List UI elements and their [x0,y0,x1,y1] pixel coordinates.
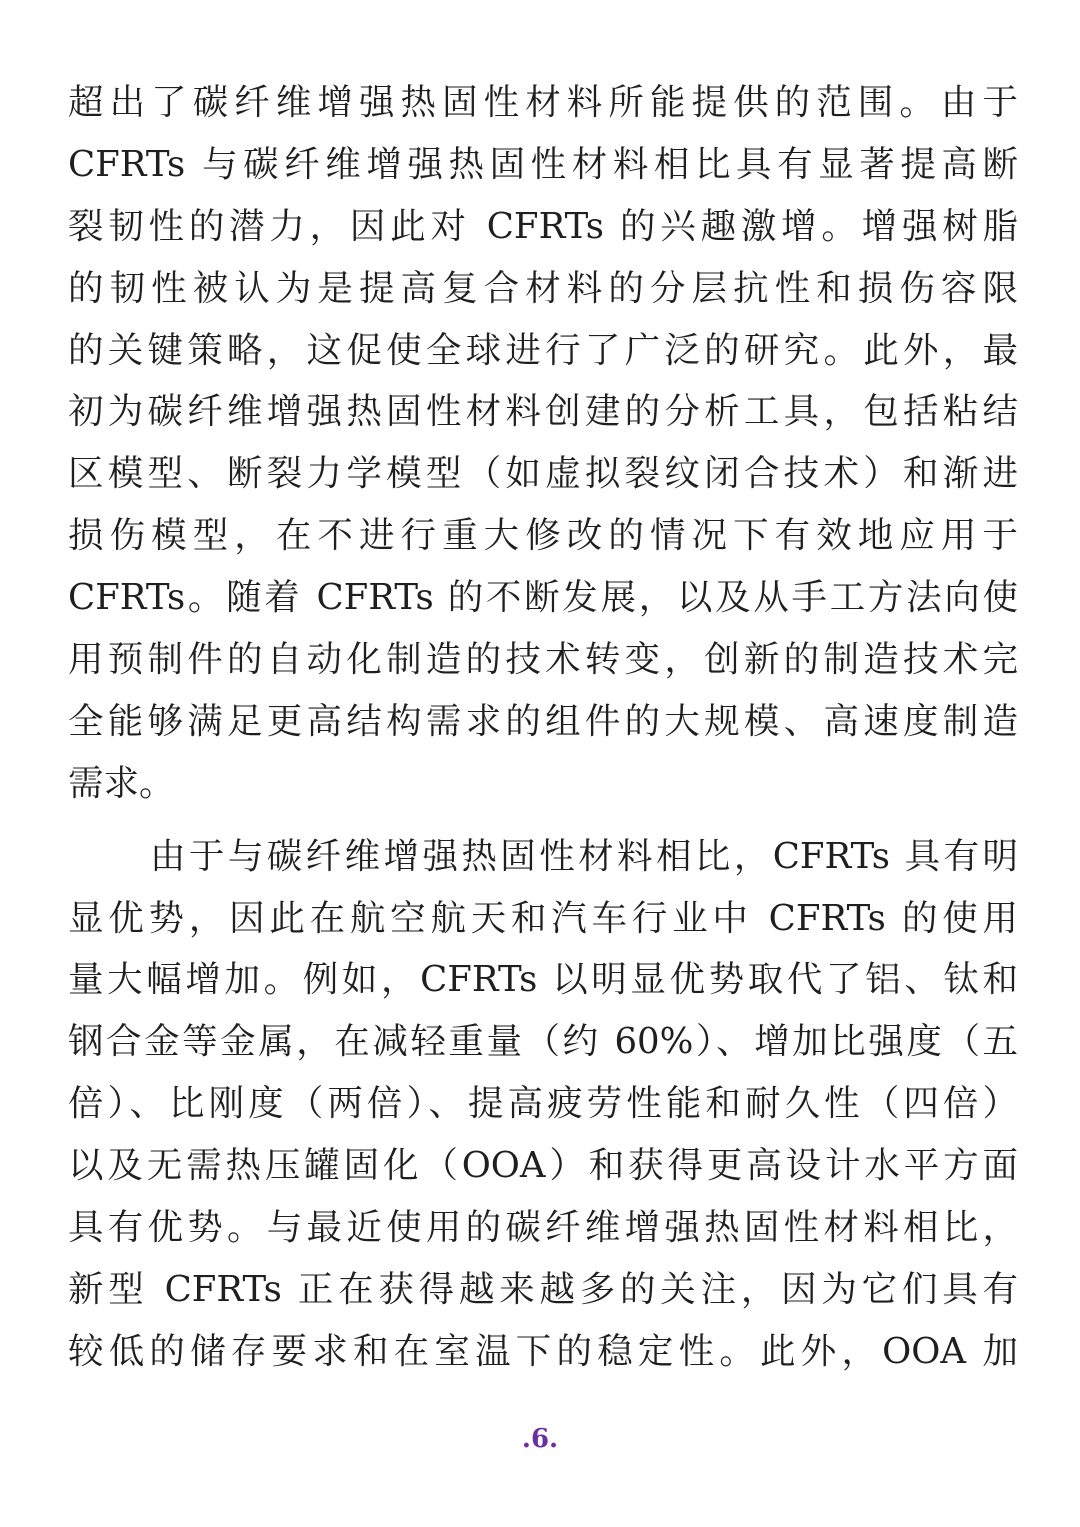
text-line: 钢合金等金属，在减轻重量（约 60%）、增加比强度（五 [68,1021,1018,1063]
page-number: .6. [521,1424,559,1454]
text-line: 全能够满足更高结构需求的组件的大规模、高速度制造 [68,700,1018,742]
text-line: 的关键策略，这促使全球进行了广泛的研究。此外，最 [68,329,1018,371]
text-line: 新型 CFRTs 正在获得越来越多的关注，因为它们具有 [68,1268,1018,1310]
paragraph-1 [68,72,1018,815]
text-line: 以及无需热压罐固化（OOA）和获得更高设计水平方面 [68,1145,1018,1187]
body-text [68,72,1018,1383]
text-line: 具有优势。与最近使用的碳纤维增强热固性材料相比， [68,1207,1018,1249]
text-line: 损伤模型，在不进行重大修改的情况下有效地应用于 [68,515,1018,557]
text-line: 需求。 [68,762,175,804]
text-line: CFRTs 与碳纤维增强热固性材料相比具有显著提高断 [68,143,1018,185]
text-line: 量大幅增加。例如，CFRTs 以明显优势取代了铝、钛和 [68,959,1018,1001]
text-line: 的韧性被认为是提高复合材料的分层抗性和损伤容限 [68,267,1018,309]
text-line: 用预制件的自动化制造的技术转变，创新的制造技术完 [68,639,1018,681]
text-line: 由于与碳纤维增强热固性材料相比，CFRTs 具有明 [150,835,1018,877]
paragraph-2 [68,826,1018,1383]
text-line: 初为碳纤维增强热固性材料创建的分析工具，包括粘结 [68,391,1018,433]
text-line: 裂韧性的潜力，因此对 CFRTs 的兴趣激增。增强树脂 [68,205,1018,247]
paragraph-gap [68,815,1018,826]
text-line: 区模型、断裂力学模型（如虚拟裂纹闭合技术）和渐进 [68,453,1018,495]
text-line: 较低的储存要求和在室温下的稳定性。此外，OOA 加 [68,1330,1018,1372]
text-line: CFRTs。随着 CFRTs 的不断发展，以及从手工方法向使 [68,577,1018,619]
text-line: 倍）、比刚度（两倍）、提高疲劳性能和耐久性（四倍） [68,1083,1018,1125]
text-line: 超出了碳纤维增强热固性材料所能提供的范围。由于 [68,82,1018,123]
text-line: 显优势，因此在航空航天和汽车行业中 CFRTs 的使用 [68,897,1018,939]
